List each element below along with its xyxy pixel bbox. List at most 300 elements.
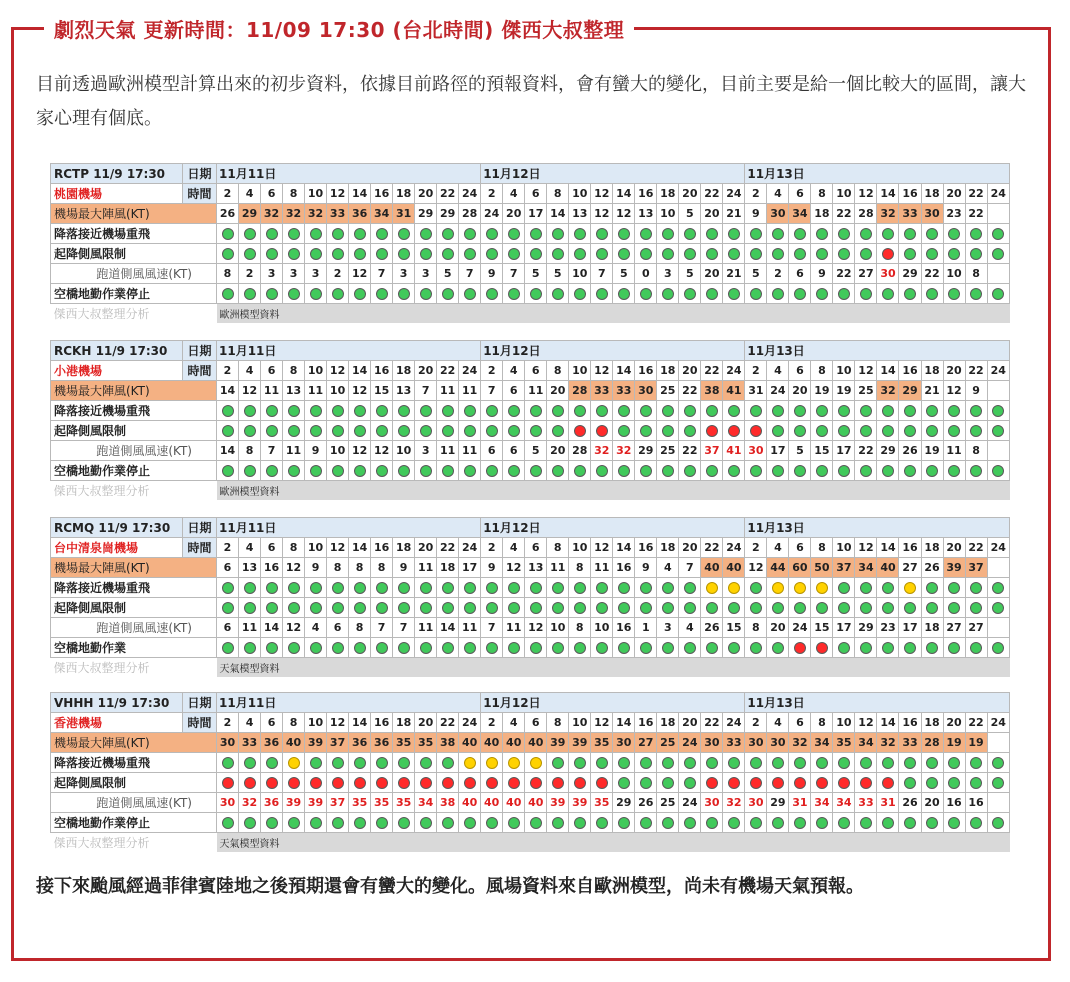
ground-row-label: 空橋地勤作業停止 <box>51 813 217 833</box>
hour-cell: 20 <box>415 713 437 733</box>
gust-value: 19 <box>833 381 855 401</box>
status-dot-icon <box>244 288 256 300</box>
crosswind-limit-cell <box>921 421 943 441</box>
status-dot-icon <box>310 757 322 769</box>
ground-cell <box>789 638 811 658</box>
crosswind-limit-cell <box>547 598 569 618</box>
ground-cell <box>569 284 591 304</box>
hour-cell: 8 <box>283 713 305 733</box>
date-label: 日期 <box>183 164 217 184</box>
hour-cell: 4 <box>239 713 261 733</box>
crosswind-value: 35 <box>349 793 371 813</box>
status-dot-icon <box>772 405 784 417</box>
status-dot-icon <box>728 582 740 594</box>
analysis-note: 傑西大叔整理分析 <box>51 304 217 324</box>
crosswind-limit-cell <box>899 421 921 441</box>
crosswind-limit-cell <box>965 773 987 793</box>
crosswind-value: 39 <box>569 793 591 813</box>
landing-cell <box>349 401 371 421</box>
landing-cell <box>679 753 701 773</box>
status-dot-icon <box>332 465 344 477</box>
hour-cell: 24 <box>459 361 481 381</box>
crosswind-value: 35 <box>371 793 393 813</box>
status-dot-icon <box>310 465 322 477</box>
forecast-table-rctp <box>50 163 1010 323</box>
hour-cell: 20 <box>679 184 701 204</box>
analysis-note: 傑西大叔整理分析 <box>51 658 217 678</box>
gust-value: 12 <box>349 381 371 401</box>
hour-cell: 16 <box>635 361 657 381</box>
crosswind-value: 34 <box>833 793 855 813</box>
crosswind-limit-cell <box>679 773 701 793</box>
crosswind-value: 7 <box>371 618 393 638</box>
crosswind-limit-cell <box>701 244 723 264</box>
landing-cell <box>437 401 459 421</box>
crosswind-value: 37 <box>701 441 723 461</box>
status-dot-icon <box>486 248 498 260</box>
crosswind-value: 20 <box>701 264 723 284</box>
landing-cell <box>921 401 943 421</box>
hour-cell: 16 <box>899 713 921 733</box>
ground-cell <box>349 813 371 833</box>
ground-cell <box>261 813 283 833</box>
status-dot-icon <box>992 405 1004 417</box>
landing-cell <box>855 578 877 598</box>
status-dot-icon <box>552 228 564 240</box>
gust-value: 40 <box>283 733 305 753</box>
gust-value: 13 <box>525 558 547 578</box>
station-id: RCKH 11/9 17:30 <box>51 341 183 361</box>
status-dot-icon <box>376 642 388 654</box>
hour-cell: 22 <box>701 361 723 381</box>
time-label: 時間 <box>183 538 217 558</box>
landing-cell <box>283 578 305 598</box>
status-dot-icon <box>860 425 872 437</box>
ground-cell <box>811 638 833 658</box>
status-dot-icon <box>706 642 718 654</box>
status-dot-icon <box>288 777 300 789</box>
gust-value: 40 <box>525 733 547 753</box>
status-dot-icon <box>508 777 520 789</box>
crosswind-limit-cell <box>261 773 283 793</box>
status-dot-icon <box>662 425 674 437</box>
status-dot-icon <box>992 288 1004 300</box>
gust-value: 40 <box>877 558 899 578</box>
crosswind-value: 14 <box>261 618 283 638</box>
status-dot-icon <box>882 465 894 477</box>
gust-value: 16 <box>613 558 635 578</box>
ground-cell <box>723 284 745 304</box>
crosswind-value: 4 <box>305 618 327 638</box>
time-label: 時間 <box>183 184 217 204</box>
crosswind-limit-cell <box>569 244 591 264</box>
status-dot-icon <box>618 228 630 240</box>
status-dot-icon <box>596 757 608 769</box>
landing-cell <box>833 224 855 244</box>
landing-cell <box>305 401 327 421</box>
crosswind-value: 10 <box>393 441 415 461</box>
status-dot-icon <box>420 465 432 477</box>
gust-value: 33 <box>327 204 349 224</box>
landing-cell <box>789 753 811 773</box>
ground-cell <box>503 638 525 658</box>
crosswind-value: 16 <box>943 793 965 813</box>
status-dot-icon <box>398 248 410 260</box>
status-dot-icon <box>486 582 498 594</box>
status-dot-icon <box>222 602 234 614</box>
status-dot-icon <box>618 405 630 417</box>
gust-value: 9 <box>481 558 503 578</box>
status-dot-icon <box>596 248 608 260</box>
status-dot-icon <box>596 288 608 300</box>
status-dot-icon <box>552 248 564 260</box>
status-dot-icon <box>596 228 608 240</box>
gust-value: 14 <box>547 204 569 224</box>
crosswind-limit-cell <box>569 421 591 441</box>
hour-cell: 10 <box>833 538 855 558</box>
status-dot-icon <box>992 777 1004 789</box>
gust-value: 30 <box>613 733 635 753</box>
status-dot-icon <box>706 602 718 614</box>
crosswind-limit-cell <box>899 773 921 793</box>
gust-value: 13 <box>635 204 657 224</box>
landing-cell <box>899 753 921 773</box>
hour-cell: 18 <box>921 713 943 733</box>
hour-cell: 10 <box>305 713 327 733</box>
crosswind-value: 25 <box>657 441 679 461</box>
ground-cell <box>327 284 349 304</box>
crosswind-value: 11 <box>415 618 437 638</box>
landing-cell <box>613 578 635 598</box>
crosswind-limit-cell <box>591 244 613 264</box>
landing-cell <box>261 578 283 598</box>
gust-value: 12 <box>503 558 525 578</box>
status-dot-icon <box>574 405 586 417</box>
crosswind-limit-cell <box>437 773 459 793</box>
status-dot-icon <box>838 248 850 260</box>
gust-value: 13 <box>239 558 261 578</box>
crosswind-limit-cell <box>811 598 833 618</box>
status-dot-icon <box>860 602 872 614</box>
status-dot-icon <box>684 248 696 260</box>
crosswind-value <box>987 264 1009 284</box>
gust-value: 8 <box>371 558 393 578</box>
ground-cell <box>613 638 635 658</box>
hour-cell: 18 <box>657 361 679 381</box>
crosswind-limit-cell <box>481 598 503 618</box>
hour-cell: 8 <box>547 713 569 733</box>
ground-cell <box>305 461 327 481</box>
ground-cell <box>833 638 855 658</box>
hour-cell: 12 <box>591 184 613 204</box>
landing-cell <box>657 753 679 773</box>
gust-value: 37 <box>965 558 987 578</box>
gust-value: 35 <box>591 733 613 753</box>
crosswind-value: 11 <box>437 441 459 461</box>
hour-cell: 22 <box>437 361 459 381</box>
crosswind-limit-cell <box>481 773 503 793</box>
status-dot-icon <box>464 248 476 260</box>
status-dot-icon <box>662 405 674 417</box>
crosswind-limit-cell <box>305 421 327 441</box>
gust-value: 18 <box>811 204 833 224</box>
crosswind-limit-cell <box>613 244 635 264</box>
hour-cell: 18 <box>921 538 943 558</box>
crosswind-value: 6 <box>789 264 811 284</box>
ground-cell <box>305 813 327 833</box>
landing-cell <box>591 401 613 421</box>
status-dot-icon <box>354 248 366 260</box>
status-dot-icon <box>486 425 498 437</box>
status-dot-icon <box>772 582 784 594</box>
status-dot-icon <box>860 642 872 654</box>
landing-cell <box>217 224 239 244</box>
gust-value: 11 <box>415 558 437 578</box>
landing-cell <box>437 753 459 773</box>
status-dot-icon <box>926 602 938 614</box>
gust-value: 30 <box>635 381 657 401</box>
crosswind-value: 15 <box>723 618 745 638</box>
gust-value: 36 <box>261 733 283 753</box>
crosswind-value: 7 <box>503 264 525 284</box>
ground-cell <box>261 638 283 658</box>
ground-cell <box>613 813 635 833</box>
status-dot-icon <box>332 602 344 614</box>
landing-cell <box>437 224 459 244</box>
crosswind-value: 5 <box>789 441 811 461</box>
station-id: VHHH 11/9 17:30 <box>51 693 183 713</box>
hour-cell: 8 <box>283 184 305 204</box>
ground-cell <box>261 284 283 304</box>
status-dot-icon <box>948 757 960 769</box>
gust-value: 12 <box>745 558 767 578</box>
status-dot-icon <box>222 405 234 417</box>
status-dot-icon <box>926 228 938 240</box>
crosswind-value: 30 <box>745 441 767 461</box>
gust-value: 25 <box>657 733 679 753</box>
ground-cell <box>657 813 679 833</box>
crosswind-limit-cell <box>569 773 591 793</box>
source-label: 天氣模型資料 <box>217 833 1010 853</box>
status-dot-icon <box>662 642 674 654</box>
status-dot-icon <box>882 228 894 240</box>
status-dot-icon <box>882 248 894 260</box>
crosswind-value: 4 <box>679 618 701 638</box>
hour-cell: 22 <box>437 538 459 558</box>
source-label: 歐洲模型資料 <box>217 481 1010 501</box>
status-dot-icon <box>266 228 278 240</box>
crosswind-limit-cell <box>437 598 459 618</box>
crosswind-limit-cell <box>701 598 723 618</box>
landing-cell <box>965 401 987 421</box>
ground-cell <box>349 461 371 481</box>
hour-cell: 8 <box>811 361 833 381</box>
status-dot-icon <box>530 465 542 477</box>
ground-cell <box>371 461 393 481</box>
crosswind-value: 32 <box>591 441 613 461</box>
airport-name: 桃園機場 <box>51 184 183 204</box>
crosswind-value: 22 <box>833 264 855 284</box>
status-dot-icon <box>904 757 916 769</box>
crosswind-value: 11 <box>283 441 305 461</box>
landing-cell <box>415 224 437 244</box>
ground-cell <box>701 284 723 304</box>
page-title: 劇烈天氣 更新時間：11/09 17:30 (台北時間) 傑西大叔整理 <box>44 14 634 43</box>
status-dot-icon <box>332 425 344 437</box>
status-dot-icon <box>464 405 476 417</box>
ground-cell <box>855 638 877 658</box>
status-dot-icon <box>288 465 300 477</box>
status-dot-icon <box>992 465 1004 477</box>
status-dot-icon <box>530 425 542 437</box>
hour-cell: 20 <box>943 538 965 558</box>
landing-cell <box>547 753 569 773</box>
ground-cell <box>371 813 393 833</box>
status-dot-icon <box>882 642 894 654</box>
crosswind-limit-cell <box>393 598 415 618</box>
ground-cell <box>525 638 547 658</box>
gust-value: 21 <box>921 381 943 401</box>
crosswind-value <box>987 441 1009 461</box>
landing-cell <box>547 224 569 244</box>
gust-value: 10 <box>657 204 679 224</box>
crosswind-limit-cell <box>811 773 833 793</box>
crosswind-value: 40 <box>481 793 503 813</box>
ground-cell <box>635 284 657 304</box>
landing-cell <box>745 753 767 773</box>
ground-cell <box>239 638 261 658</box>
hour-cell: 10 <box>833 184 855 204</box>
crosswind-value: 39 <box>305 793 327 813</box>
hour-cell: 14 <box>877 538 899 558</box>
gust-value: 6 <box>503 381 525 401</box>
crosswind-value: 20 <box>547 441 569 461</box>
crosswind-limit-cell <box>283 244 305 264</box>
crosswind-limit-cell <box>415 421 437 441</box>
status-dot-icon <box>596 582 608 594</box>
gust-value: 9 <box>393 558 415 578</box>
ground-cell <box>525 461 547 481</box>
hour-cell: 8 <box>547 184 569 204</box>
hour-cell: 14 <box>613 361 635 381</box>
status-dot-icon <box>728 248 740 260</box>
status-dot-icon <box>662 757 674 769</box>
gust-value: 11 <box>261 381 283 401</box>
ground-cell <box>943 813 965 833</box>
ground-cell <box>657 284 679 304</box>
gust-value: 13 <box>393 381 415 401</box>
hour-cell: 4 <box>767 538 789 558</box>
gust-value: 26 <box>217 204 239 224</box>
crosswind-value: 3 <box>393 264 415 284</box>
landing-cell <box>745 578 767 598</box>
status-dot-icon <box>882 757 894 769</box>
hour-cell: 20 <box>679 713 701 733</box>
status-dot-icon <box>926 817 938 829</box>
ground-cell <box>591 461 613 481</box>
ground-cell <box>393 813 415 833</box>
status-dot-icon <box>794 465 806 477</box>
crosswind-value: 16 <box>965 793 987 813</box>
landing-cell <box>547 578 569 598</box>
crosswind-value: 18 <box>921 618 943 638</box>
hour-cell: 2 <box>481 361 503 381</box>
landing-cell <box>525 753 547 773</box>
status-dot-icon <box>464 228 476 240</box>
status-dot-icon <box>816 248 828 260</box>
ground-cell <box>943 638 965 658</box>
status-dot-icon <box>728 405 740 417</box>
landing-cell <box>591 578 613 598</box>
gust-row-label: 機場最大陣風(KT) <box>51 733 217 753</box>
status-dot-icon <box>706 405 718 417</box>
ground-cell <box>679 813 701 833</box>
crosswind-value: 29 <box>855 618 877 638</box>
crosswind-limit-cell <box>371 421 393 441</box>
landing-cell <box>745 401 767 421</box>
crosswind-value: 35 <box>393 793 415 813</box>
status-dot-icon <box>728 642 740 654</box>
status-dot-icon <box>266 405 278 417</box>
hour-cell: 20 <box>415 361 437 381</box>
status-dot-icon <box>728 228 740 240</box>
crosswind-limit-cell <box>701 773 723 793</box>
gust-value: 20 <box>701 204 723 224</box>
crosswind-limit-cell <box>415 244 437 264</box>
crosswind-value: 35 <box>591 793 613 813</box>
hour-cell: 6 <box>525 184 547 204</box>
crosswind-limit-cell <box>767 598 789 618</box>
status-dot-icon <box>750 817 762 829</box>
crosswind-limit-cell <box>591 773 613 793</box>
ground-row-label: 空橋地勤作業停止 <box>51 461 217 481</box>
hour-cell: 4 <box>767 361 789 381</box>
landing-cell <box>525 224 547 244</box>
status-dot-icon <box>816 817 828 829</box>
status-dot-icon <box>706 582 718 594</box>
status-dot-icon <box>948 465 960 477</box>
gust-value: 40 <box>503 733 525 753</box>
crosswind-value: 12 <box>525 618 547 638</box>
status-dot-icon <box>882 817 894 829</box>
status-dot-icon <box>376 757 388 769</box>
crosswind-value: 20 <box>767 618 789 638</box>
status-dot-icon <box>816 777 828 789</box>
landing-cell <box>569 578 591 598</box>
status-dot-icon <box>640 602 652 614</box>
landing-cell <box>877 753 899 773</box>
gust-value: 22 <box>833 204 855 224</box>
ground-cell <box>525 284 547 304</box>
crosswind-value: 29 <box>635 441 657 461</box>
hour-cell: 24 <box>723 713 745 733</box>
gust-value: 41 <box>723 381 745 401</box>
hour-cell: 10 <box>305 184 327 204</box>
status-dot-icon <box>684 817 696 829</box>
crosswind-value: 10 <box>547 618 569 638</box>
status-dot-icon <box>794 582 806 594</box>
hour-cell: 8 <box>283 361 305 381</box>
landing-cell <box>415 578 437 598</box>
hour-cell: 16 <box>371 538 393 558</box>
landing-cell <box>855 224 877 244</box>
hour-cell: 6 <box>261 538 283 558</box>
landing-cell <box>283 401 305 421</box>
status-dot-icon <box>486 602 498 614</box>
status-dot-icon <box>640 228 652 240</box>
gust-value: 30 <box>217 733 239 753</box>
status-dot-icon <box>420 425 432 437</box>
